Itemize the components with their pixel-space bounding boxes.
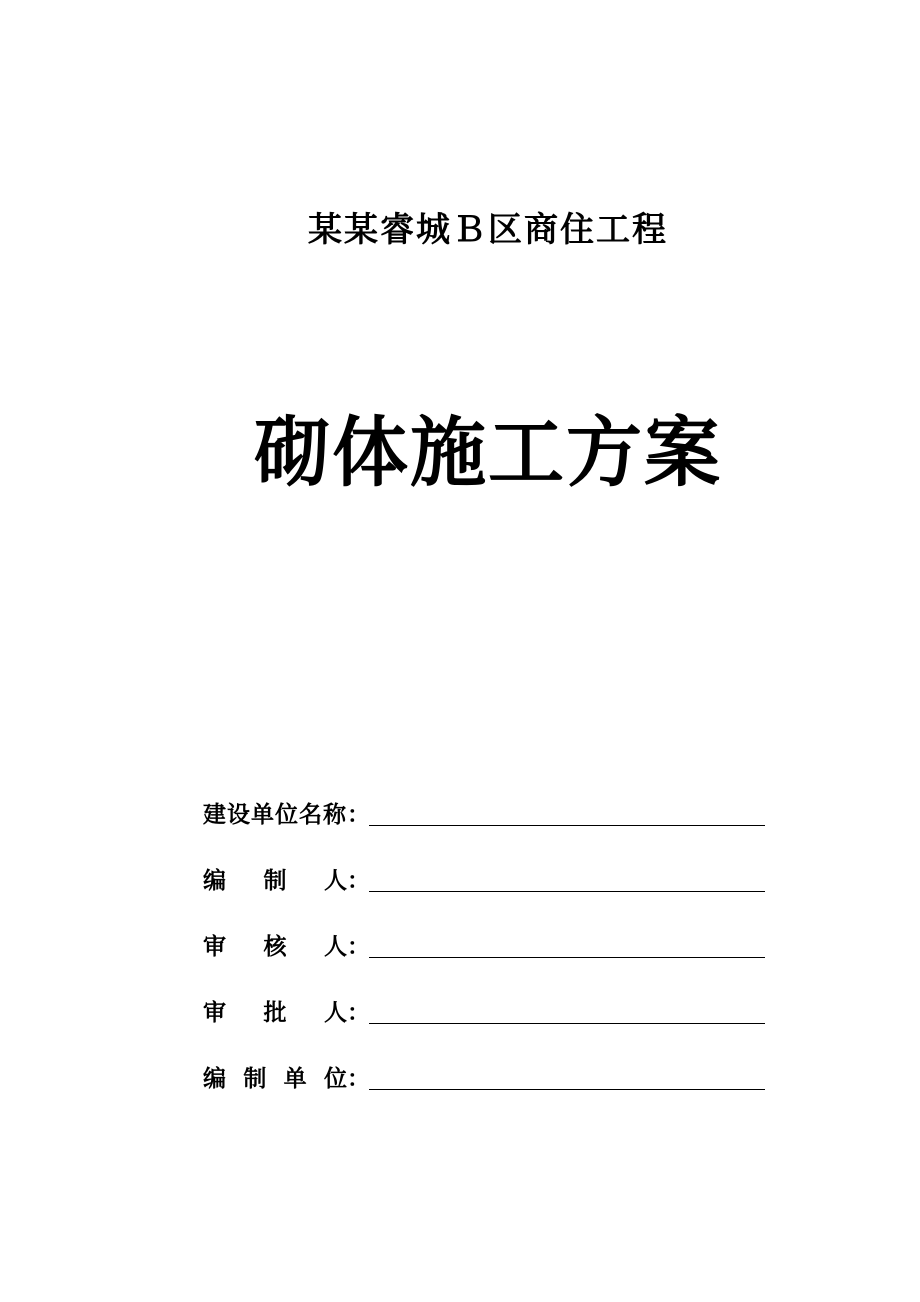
preparer-input-line[interactable] (369, 891, 765, 892)
label-char: 人 (324, 999, 347, 1026)
label-char: 单 (283, 1065, 307, 1092)
label-char: 制 (263, 867, 287, 894)
label-char: 人 (324, 933, 347, 960)
field-approver (203, 988, 765, 1054)
spread-label (203, 864, 347, 898)
field-construction-unit (203, 790, 765, 856)
project-title: 某某睿城Ｂ区商住工程 (308, 210, 668, 250)
field-label: 编 制 单 位 ： (203, 1062, 369, 1096)
field-label: 编 制 人 ： (203, 864, 369, 898)
label-char: 编 (203, 867, 226, 894)
info-fields (203, 790, 765, 1120)
label-char: 批 (263, 999, 287, 1026)
document-title: 砌体施工方案 (254, 408, 722, 497)
spread-label (203, 1062, 347, 1096)
spread-label (203, 930, 347, 964)
label-char: 审 (203, 933, 226, 960)
preparing-unit-input-line[interactable] (369, 1089, 765, 1090)
field-preparing-unit (203, 1054, 765, 1120)
field-label: 审 核 人 ： (203, 930, 369, 964)
spread-label (203, 996, 347, 1030)
label-char: 人 (324, 867, 347, 894)
label-char: 编 (203, 1065, 226, 1092)
label-char: 审 (203, 999, 226, 1026)
label-char: 制 (243, 1065, 267, 1092)
field-reviewer (203, 922, 765, 988)
label-char: 核 (263, 933, 287, 960)
field-label: 审 批 人 ： (203, 996, 369, 1030)
approver-input-line[interactable] (369, 1023, 765, 1024)
field-label: 建设单位名称： (203, 801, 370, 828)
field-preparer (203, 856, 765, 922)
construction-unit-input-line[interactable] (369, 825, 765, 826)
label-char: 位 (323, 1065, 347, 1092)
reviewer-input-line[interactable] (369, 957, 765, 958)
